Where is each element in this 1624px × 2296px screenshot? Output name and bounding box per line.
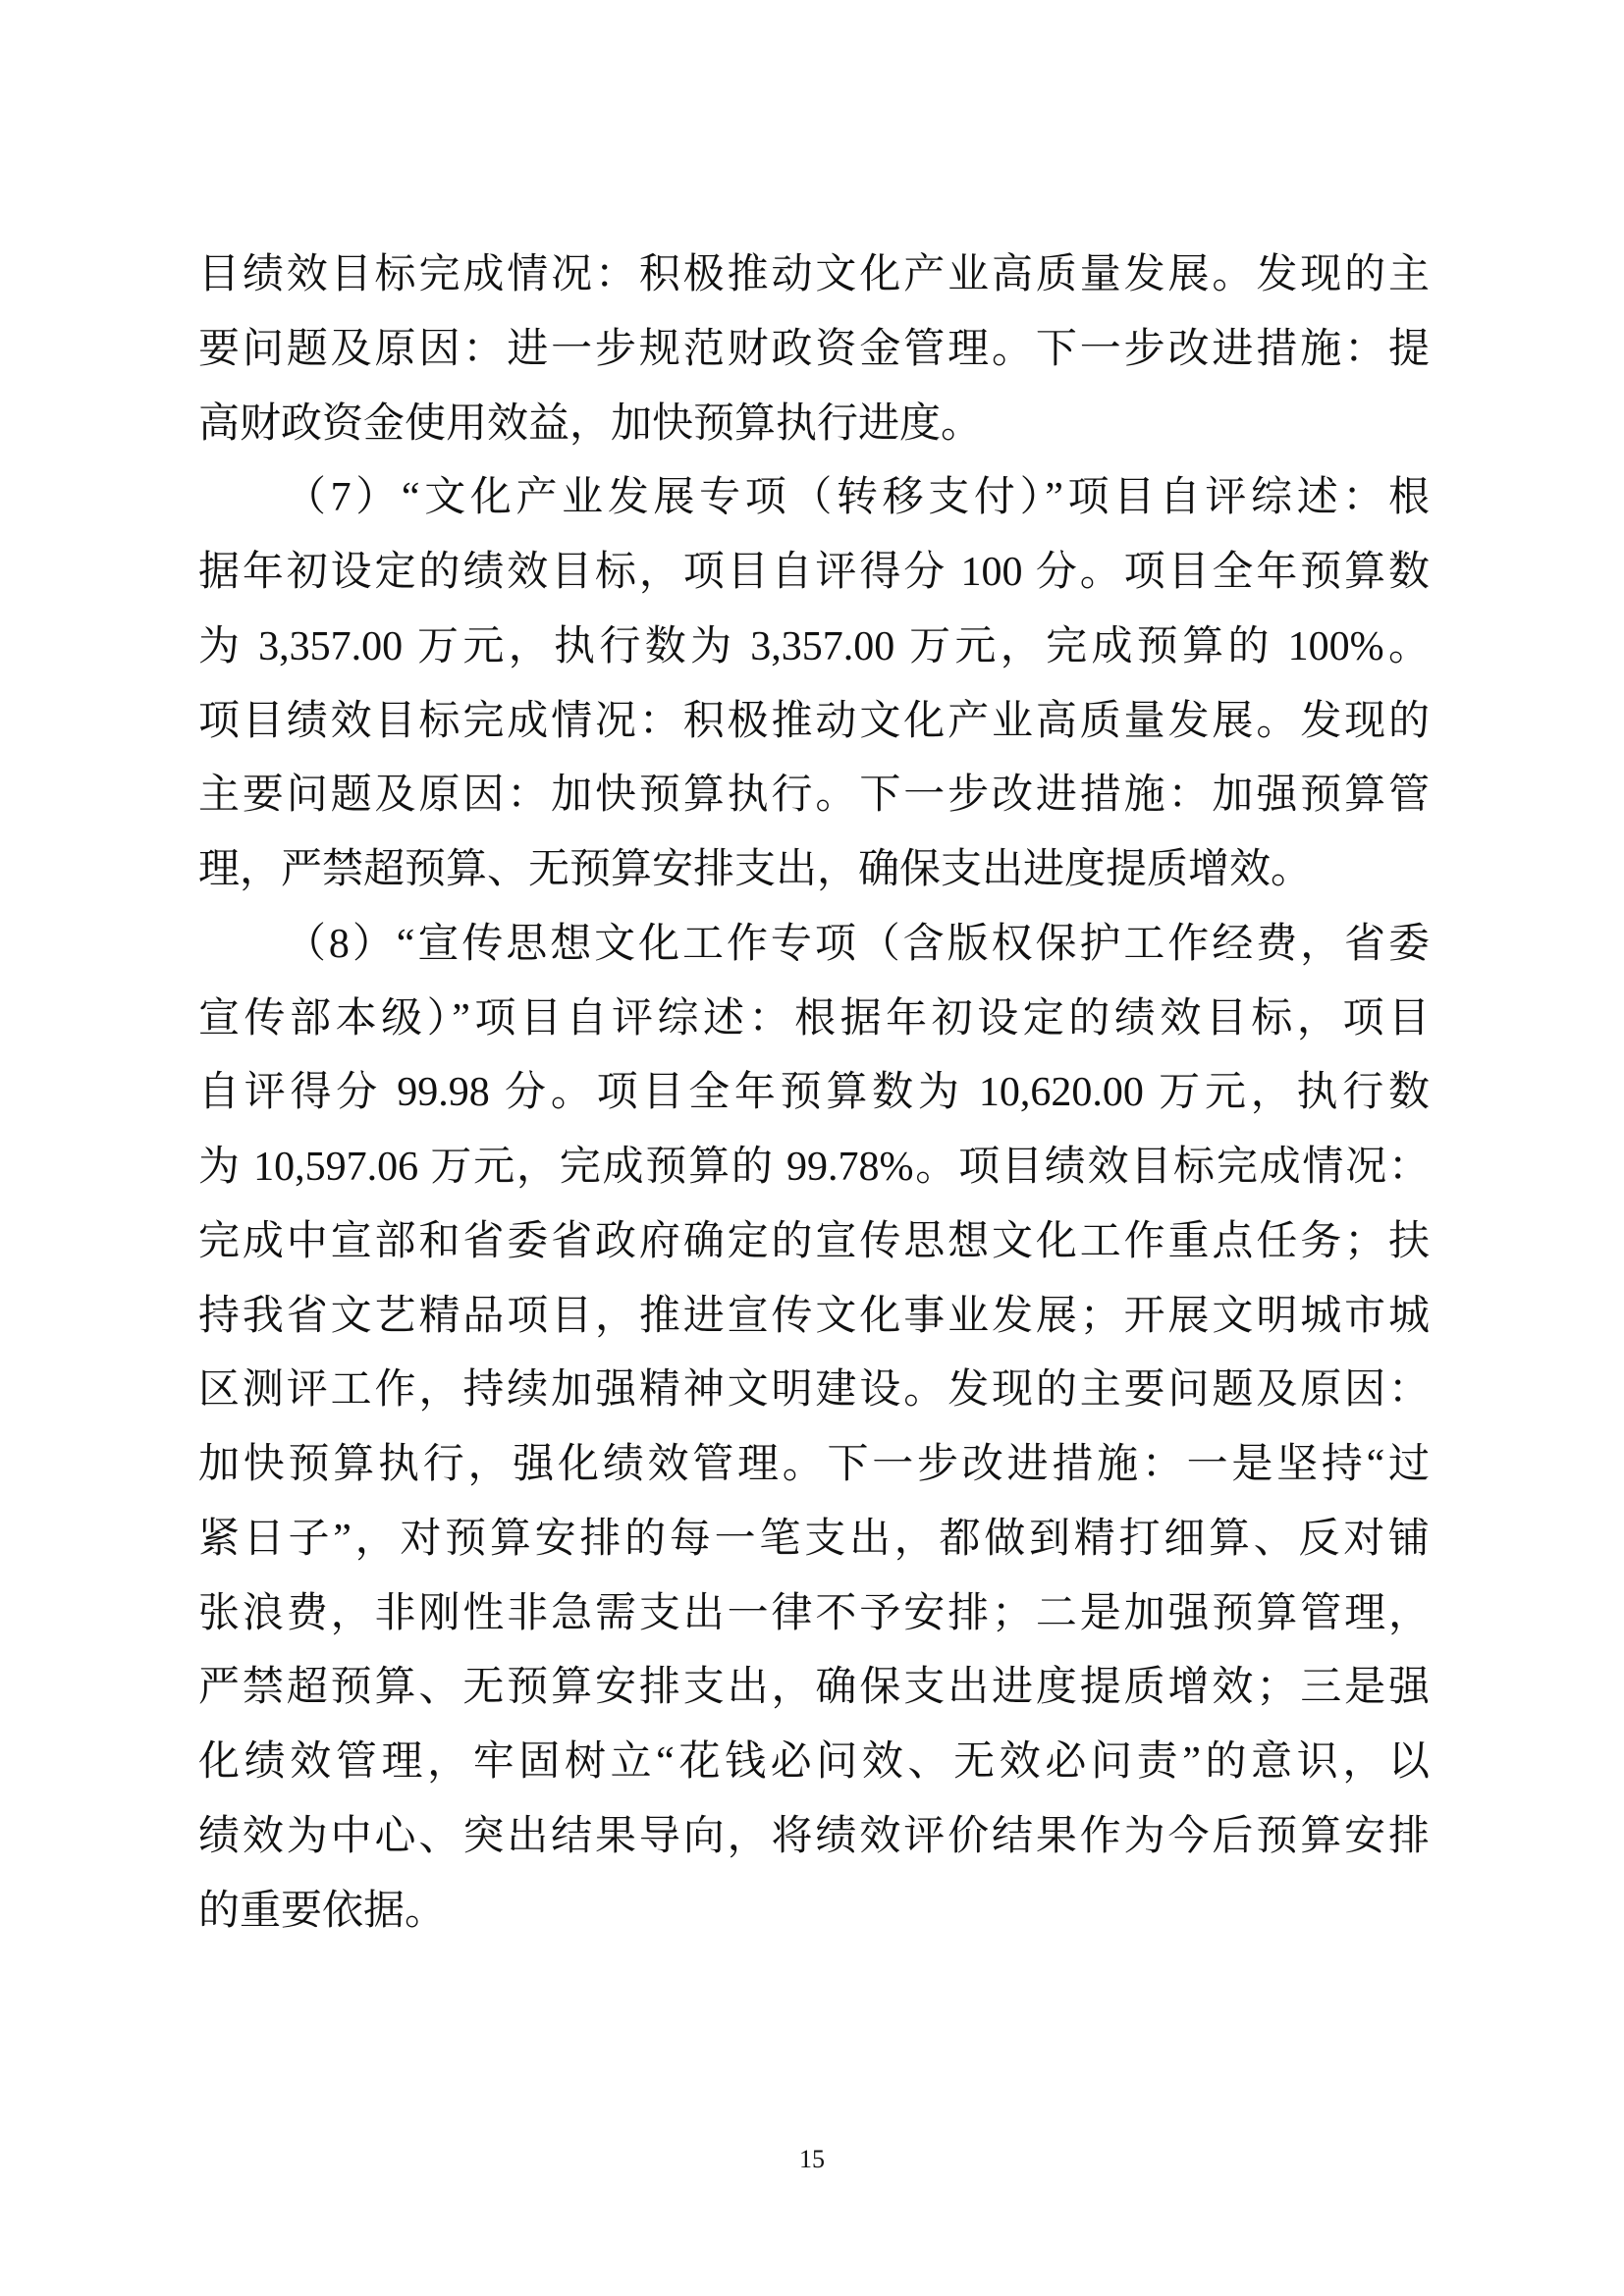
text-line: 绩效为中心、突出结果导向，将绩效评价结果作为今后预算安排 <box>198 1813 1430 1859</box>
text-line: 高财政资金使用效益，加快预算执行进度。 <box>198 400 983 447</box>
text-line: 理，严禁超预算、无预算安排支出，确保支出进度提质增效。 <box>198 847 1313 892</box>
text-line: 完成中宣部和省委省政府确定的宣传思想文化工作重点任务；扶 <box>198 1218 1430 1264</box>
text-line: 张浪费，非刚性非急需支出一律不予安排；二是加强预算管理， <box>198 1590 1430 1636</box>
text-line: 目绩效目标完成情况：积极推动文化产业高质量发展。发现的主 <box>198 252 1430 297</box>
text-line: 要问题及原因：进一步规范财政资金管理。下一步改进措施：提 <box>198 326 1430 372</box>
document-body <box>198 239 1430 1949</box>
text-line: 主要问题及原因：加快预算执行。下一步改进措施：加强预算管 <box>198 773 1430 819</box>
text-line: （8）“宣传思想文化工作专项（含版权保护工作经费，省委 <box>285 921 1430 967</box>
text-line: 紧日子”，对预算安排的每一笔支出，都做到精打细算、反对铺 <box>198 1516 1430 1562</box>
text-line: 为 3,357.00 万元，执行数为 3,357.00 万元，完成预算的 100%。 <box>198 623 1430 669</box>
text-line: 持我省文艺精品项目，推进宣传文化事业发展；开展文明城市城 <box>198 1293 1430 1339</box>
paragraph-item-7 <box>198 461 1430 908</box>
paragraph-item-8 <box>198 908 1430 1949</box>
text-line: 自评得分 99.98 分。项目全年预算数为 10,620.00 万元，执行数 <box>198 1070 1430 1116</box>
text-line: 化绩效管理，牢固树立“花钱必问效、无效必问责”的意识，以 <box>198 1739 1430 1785</box>
text-line: 区测评工作，持续加强精神文明建设。发现的主要问题及原因： <box>198 1367 1430 1414</box>
page-number: 15 <box>799 2145 825 2173</box>
text-line: 加快预算执行，强化绩效管理。下一步改进措施：一是坚持“过 <box>198 1442 1430 1487</box>
text-line: 的重要依据。 <box>198 1888 447 1934</box>
text-line: 据年初设定的绩效目标，项目自评得分 100 分。项目全年预算数 <box>198 550 1430 595</box>
text-line: （7）“文化产业发展专项（转移支付）”项目自评综述：根 <box>285 475 1430 521</box>
text-line: 宣传部本级）”项目自评综述：根据年初设定的绩效目标，项目 <box>198 995 1430 1041</box>
text-line: 项目绩效目标完成情况：积极推动文化产业高质量发展。发现的 <box>198 698 1430 744</box>
paragraph-continued <box>198 239 1430 461</box>
text-line: 严禁超预算、无预算安排支出，确保支出进度提质增效；三是强 <box>198 1665 1430 1711</box>
text-line: 为 10,597.06 万元，完成预算的 99.78%。项目绩效目标完成情况： <box>198 1145 1430 1190</box>
